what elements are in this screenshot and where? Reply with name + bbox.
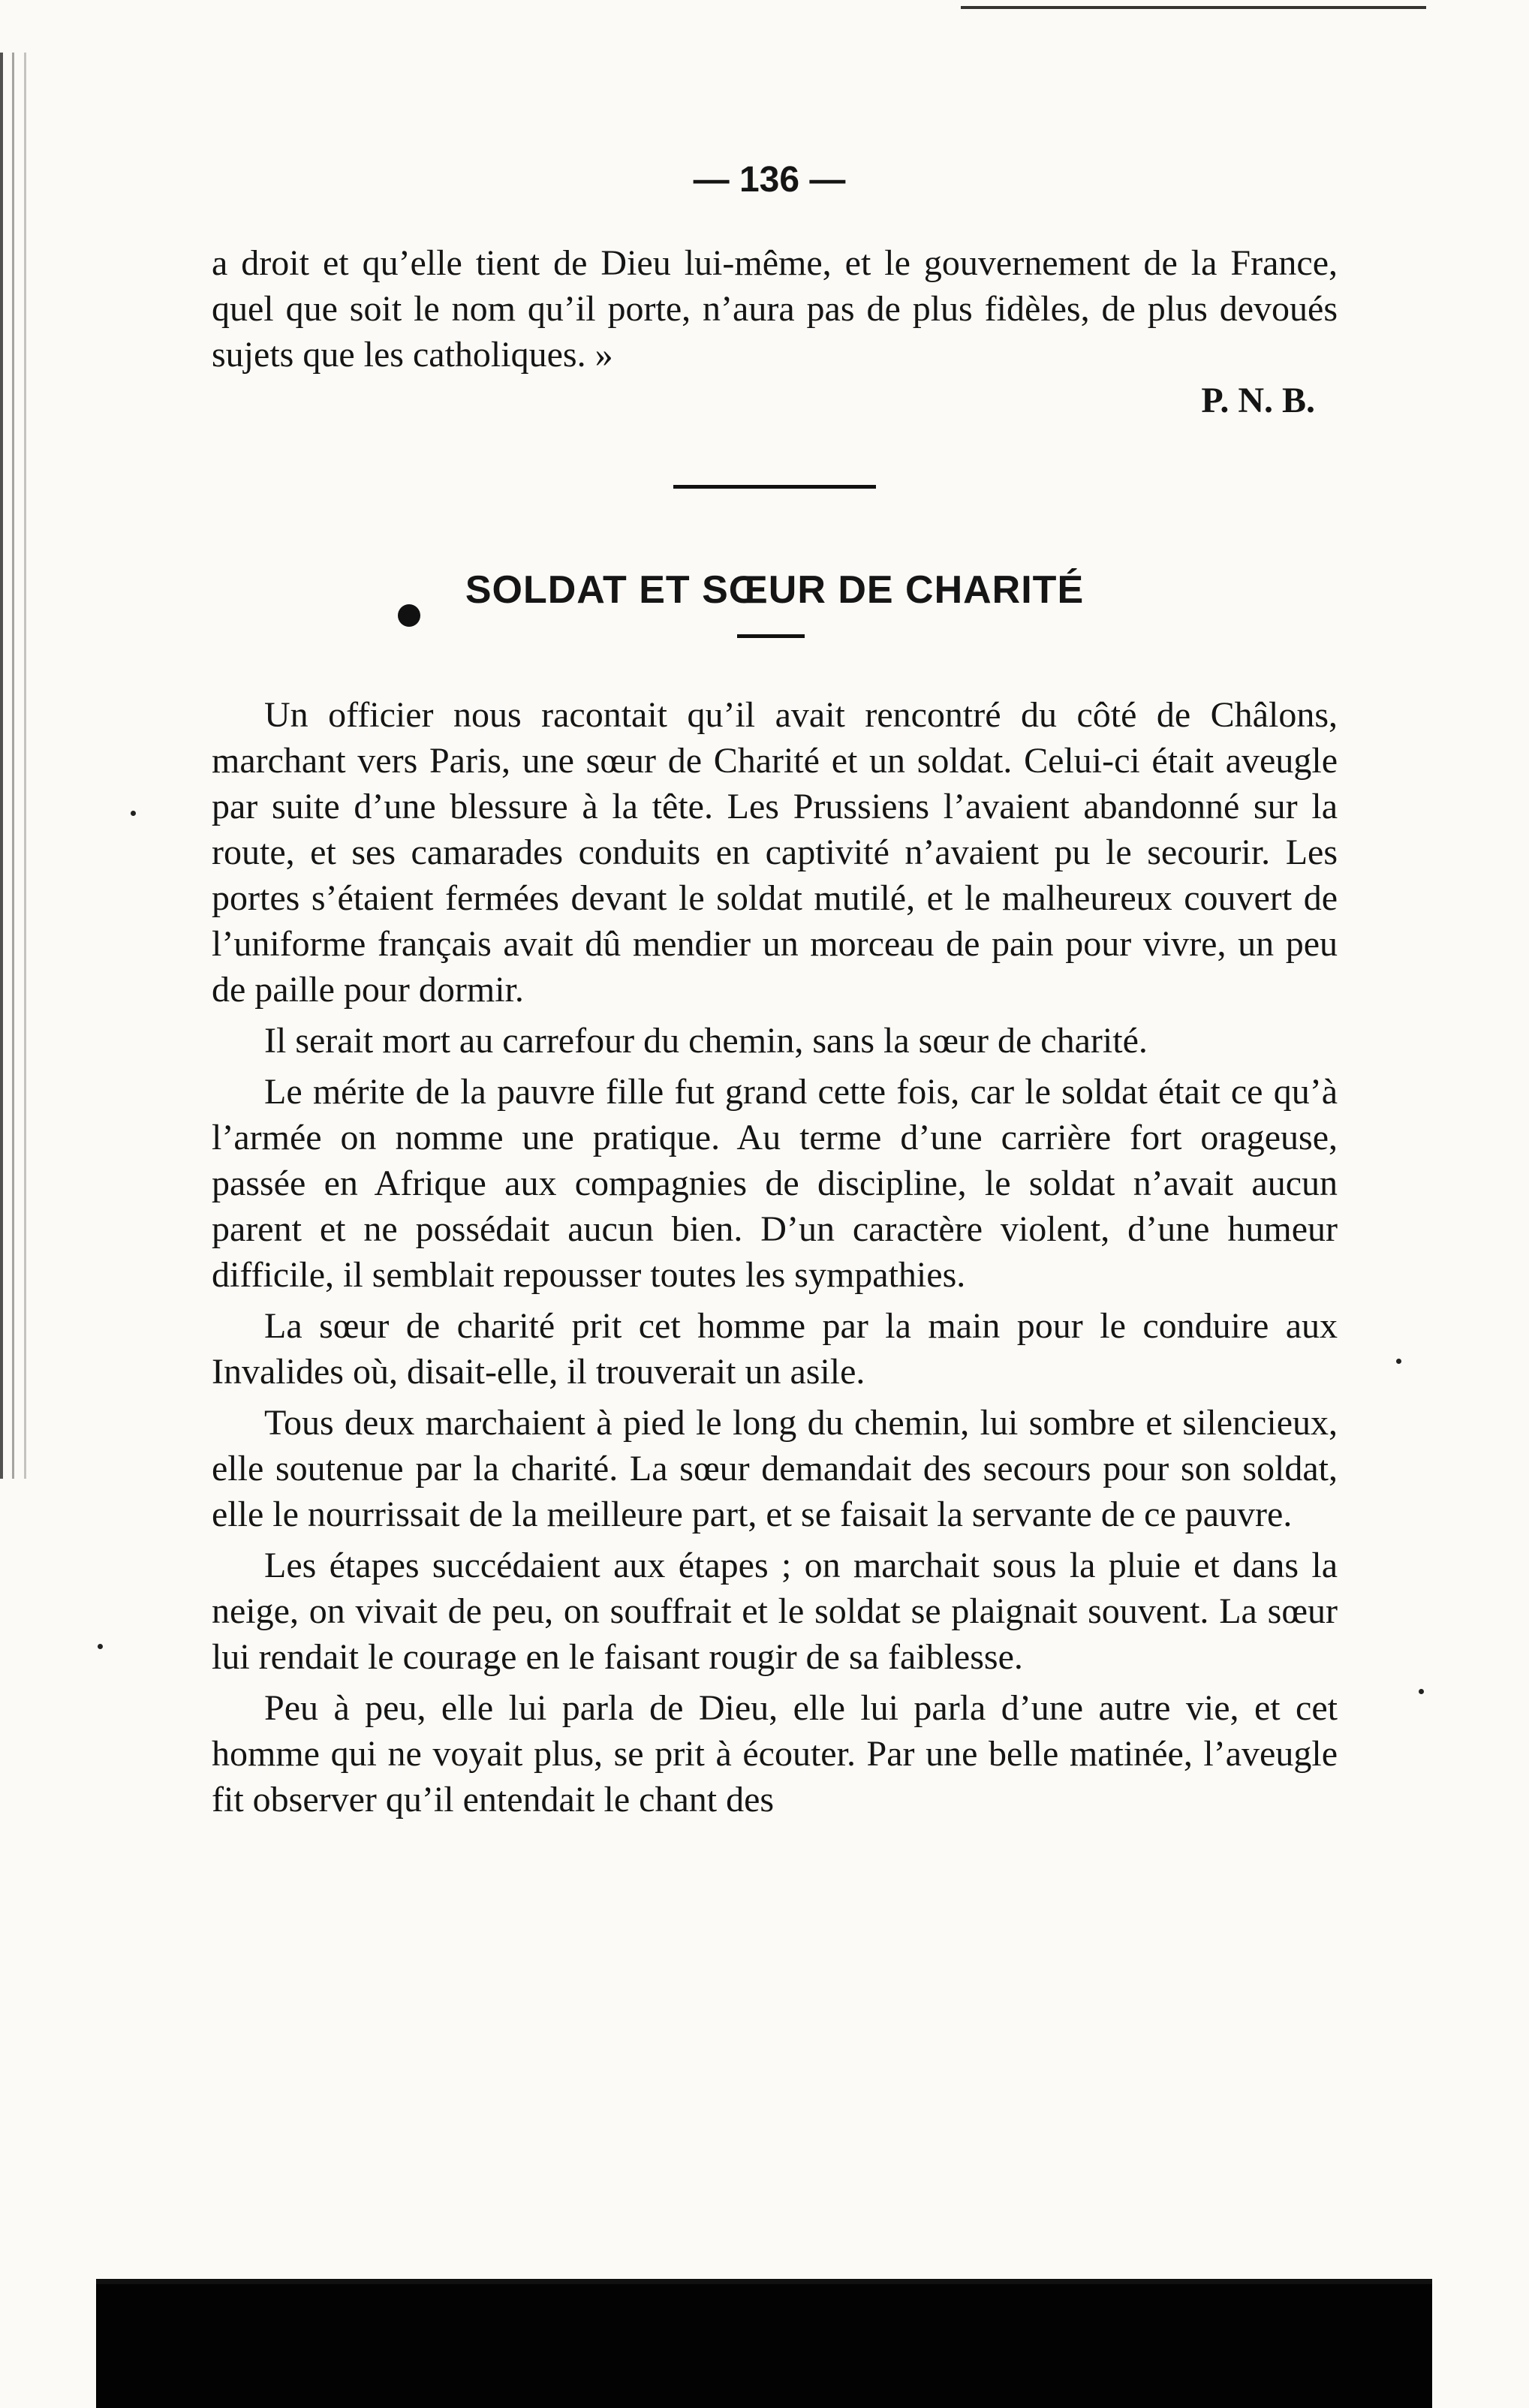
speckle-dot [98,1644,103,1649]
speckle-dot [1396,1359,1401,1364]
body-paragraph: Les étapes succédaient aux étapes ; on marchait sous la pluie et dans la neige, on vivait de peu, on souffrait et le soldat se plaignait souvent. La sœur lui rendait le courage en le faisant rougir de sa faiblesse. [212,1546,1338,1677]
body-paragraph: Tous deux marchaient à pied le long du chemin, lui sombre et silencieux, elle soutenue par la charité. La sœur demandait des secours pour son soldat, elle le nourrissait de la meilleure part, et se faisait la servante de ce pauvre. [212,1403,1338,1534]
body-paragraph: Le mérite de la pauvre fille fut grand cette fois, car le soldat était ce qu’à l’armée on nomme une pratique. Au terme d’une carrière fort orageuse, passée en Afrique aux compagnies de discipline, le soldat n’avait aucun parent et ne possédait aucun bien. D’un caractère violent, d’une humeur difficile, il semblait repousser toutes les sympathies. [212,1072,1338,1295]
body-paragraph: La sœur de charité prit cet homme par la main pour le conduire aux Invalides où, disait-elle, il trouverait un asile. [212,1306,1338,1392]
speckle-dot [1419,1689,1424,1694]
body-paragraph: Il serait mort au carrefour du chemin, sans la sœur de charité. [264,1021,1148,1061]
bottom-scan-bar [96,2279,1432,2408]
page-number: — 136 — [693,160,846,200]
top-scan-rule [961,6,1426,9]
signature: P. N. B. [1201,381,1315,420]
page-content [212,240,1338,1828]
section-divider [673,485,876,489]
title-rule [737,634,805,638]
section-title: SOLDAT ET SŒUR DE CHARITÉ [465,568,1085,612]
speckle-dot [131,811,136,816]
body-paragraph: Peu à peu, elle lui parla de Dieu, elle lui parla d’une autre vie, et cet homme qui ne voyait plus, se prit à écouter. Par une belle matinée, l’aveugle fit observer qu’il entendait le chant des [212,1688,1338,1820]
binding-edge [0,53,33,1479]
ink-mark [398,604,420,627]
opening-paragraph: a droit et qu’elle tient de Dieu lui-même, et le gouvernement de la France, quel que soit le nom qu’il porte, n’aura pas de plus fidèles, de plus devoués sujets que les catholiques. » [212,243,1338,375]
body-paragraph: Un officier nous racontait qu’il avait rencontré du côté de Châlons, marchant vers Paris, une sœur de Charité et un soldat. Celui-ci était aveugle par suite d’une blessure à la tête. Les Prussiens l’avaient abandonné sur la route, et ses camarades conduits en captivité n’avaient pu le secourir. Les portes s’étaient fermées devant le soldat mutilé, et le malheureux couvert de l’uniforme français avait dû mendier un morceau de pain pour vivre, un peu de paille pour dormir. [212,695,1338,1010]
scan-marks [1336,45,1441,128]
